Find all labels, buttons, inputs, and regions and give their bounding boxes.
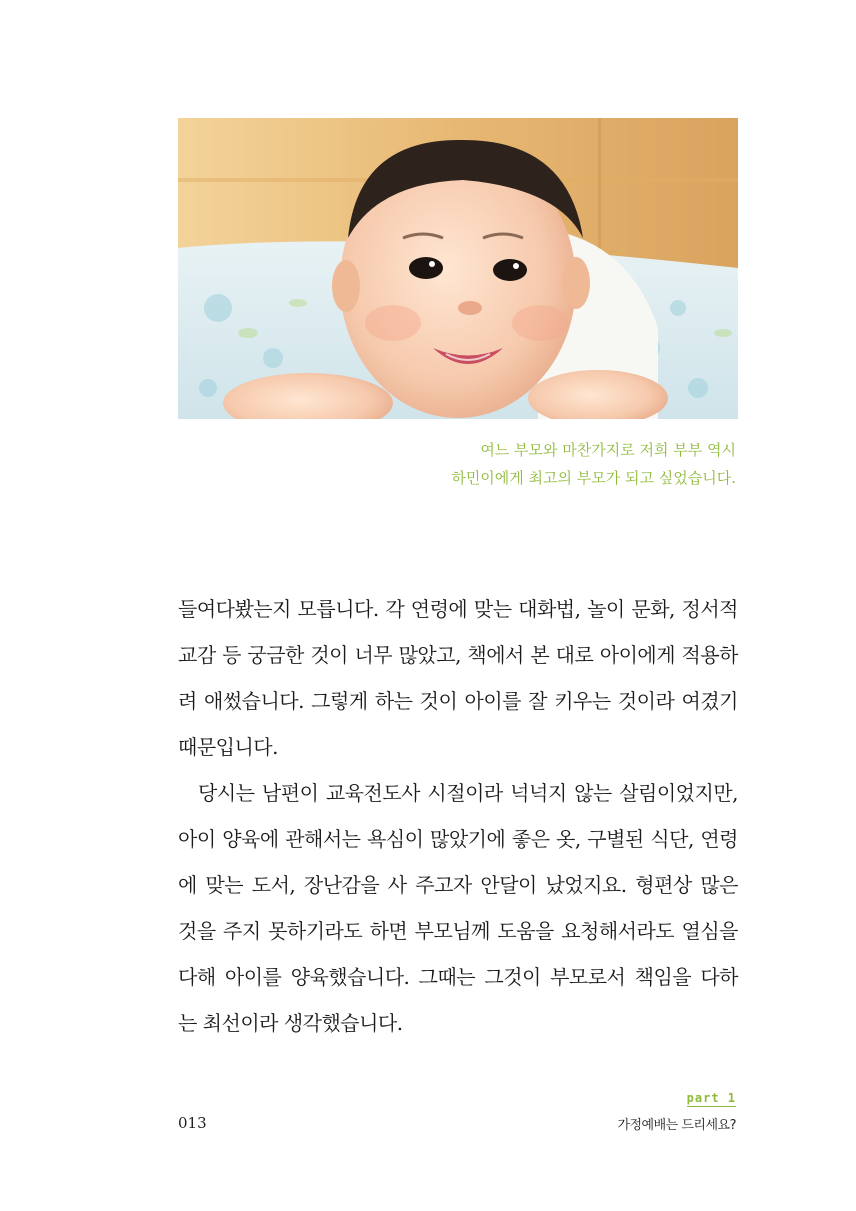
- body-line: 려 애썼습니다. 그렇게 하는 것이 아이를 잘 키우는 것이라 여겼기: [178, 689, 738, 713]
- body-line: 다해 아이를 양육했습니다. 그때는 그것이 부모로서 책임을 다하: [178, 965, 738, 989]
- body-text: [178, 594, 738, 1054]
- body-line: 에 맞는 도서, 장난감을 사 주고자 안달이 났었지요. 형편상 많은: [178, 873, 738, 897]
- body-line: 아이 양육에 관해서는 욕심이 많았기에 좋은 옷, 구별된 식단, 연령: [178, 827, 738, 851]
- running-title: 가정예배는 드리세요?: [617, 1118, 736, 1133]
- baby-photo: [178, 118, 738, 419]
- body-line: 교감 등 궁금한 것이 너무 많았고, 책에서 본 대로 아이에게 적용하: [178, 643, 738, 667]
- caption-line: 하민이에게 최고의 부모가 되고 싶었습니다.: [451, 469, 736, 487]
- body-line: 당시는 남편이 교육전도사 시절이라 넉넉지 않는 살림이었지만,: [198, 781, 738, 805]
- body-line: 들여다봤는지 모릅니다. 각 연령에 맞는 대화법, 놀이 문화, 정서적: [178, 597, 738, 621]
- photo-caption: [236, 436, 736, 492]
- body-line: 는 최선이라 생각했습니다.: [178, 1011, 403, 1035]
- body-line: 것을 주지 못하기라도 하면 부모님께 도움을 요청해서라도 열심을: [178, 919, 738, 943]
- caption-line: 여느 부모와 마찬가지로 저희 부부 역시: [480, 441, 736, 459]
- part-label: part 1: [686, 1091, 736, 1105]
- body-line: 때문입니다.: [178, 735, 278, 759]
- page-number: 013: [178, 1114, 207, 1132]
- baby-photo-illustration: [178, 118, 738, 419]
